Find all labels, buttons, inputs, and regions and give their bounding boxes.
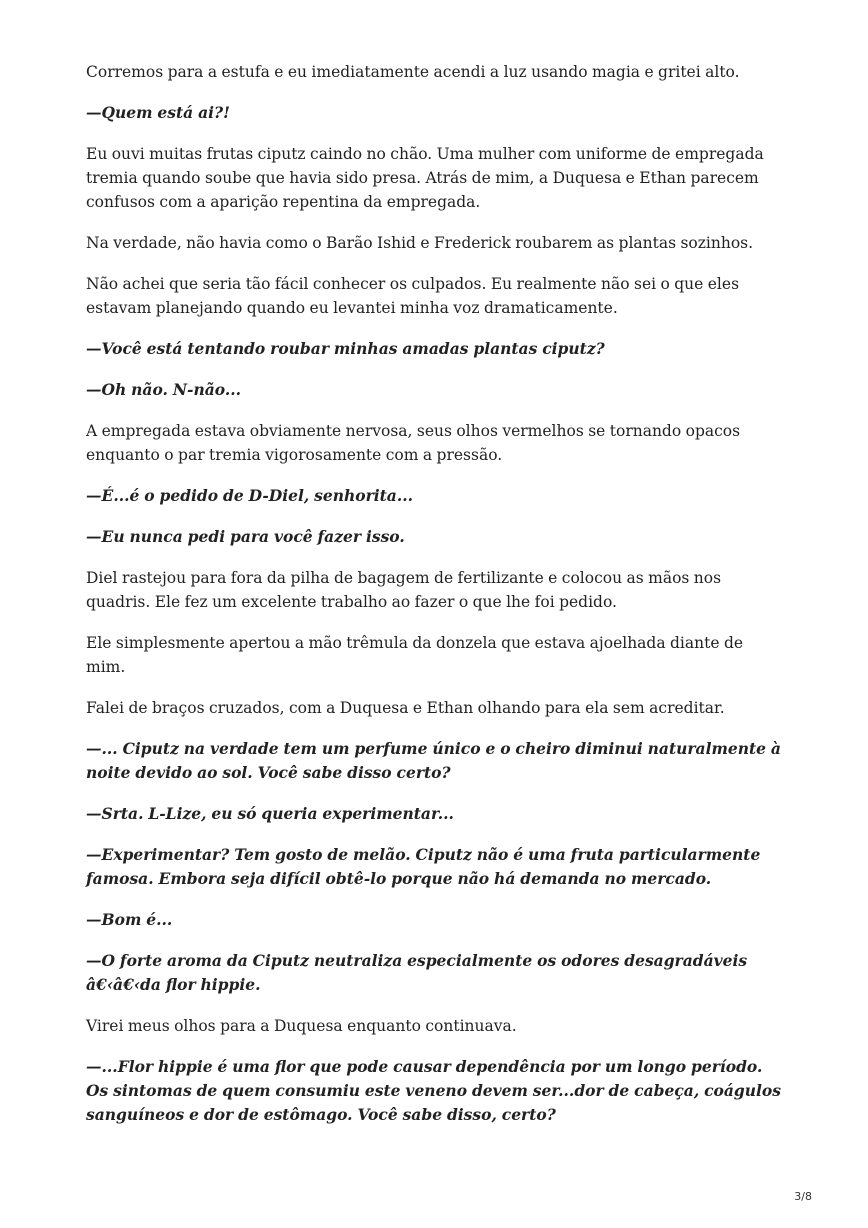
paragraph: Diel rastejou para fora da pilha de bagagem de fertilizante e colocou as mãos nos quadris. Ele fez um excelente trabalho ao fazer o que lhe foi pedido. [86, 569, 722, 611]
paragraph: Corremos para a estufa e eu imediatamente acendi a luz usando magia e gritei alto. [86, 63, 740, 81]
dialog-line: —Você está tentando roubar minhas amadas plantas ciputz? [86, 339, 605, 358]
document-body [86, 60, 786, 1144]
paragraph: Não achei que seria tão fácil conhecer os culpados. Eu realmente não sei o que eles estavam planejando quando eu levantei minha voz dramaticamente. [86, 275, 740, 317]
dialog-line: —Oh não. N-não... [86, 380, 242, 399]
dialog-line: —O forte aroma da Ciputz neutraliza especialmente os odores desagradáveis â€‹â€‹da flor hippie. [86, 951, 748, 994]
paragraph: Virei meus olhos para a Duquesa enquanto continuava. [86, 1017, 517, 1035]
dialog-line: —Experimentar? Tem gosto de melão. Ciputz não é uma fruta particularmente famosa. Embora seja difícil obtê-lo porque não há demanda no mercado. [86, 845, 761, 888]
dialog-line: —É...é o pedido de D-Diel, senhorita... [86, 486, 414, 505]
dialog-line: —... Ciputz na verdade tem um perfume único e o cheiro diminui naturalmente à noite devido ao sol. Você sabe disso certo? [86, 739, 781, 782]
dialog-line: —Srta. L-Lize, eu só queria experimentar... [86, 804, 454, 823]
paragraph: Na verdade, não havia como o Barão Ishid e Frederick roubarem as plantas sozinhos. [86, 234, 754, 252]
paragraph: Eu ouvi muitas frutas ciputz caindo no chão. Uma mulher com uniforme de empregada tremia quando soube que havia sido presa. Atrás de mim, a Duquesa e Ethan parecem confusos com a aparição repentina da empregada. [86, 145, 764, 211]
dialog-line: —Bom é... [86, 910, 173, 929]
paragraph: Ele simplesmente apertou a mão trêmula da donzela que estava ajoelhada diante de mim. [86, 634, 744, 676]
dialog-line: —...Flor hippie é uma flor que pode causar dependência por um longo período. Os sintomas de quem consumiu este veneno devem ser...dor de cabeça, coágulos sanguíneos e dor de estômago. Você sabe disso, certo? [86, 1057, 781, 1124]
paragraph: Falei de braços cruzados, com a Duquesa e Ethan olhando para ela sem acreditar. [86, 699, 725, 717]
dialog-line: —Quem está ai?! [86, 103, 230, 122]
dialog-line: —Eu nunca pedi para você fazer isso. [86, 527, 405, 546]
paragraph: A empregada estava obviamente nervosa, seus olhos vermelhos se tornando opacos enquanto o par tremia vigorosamente com a pressão. [86, 422, 741, 464]
page-number: 3/8 [794, 1190, 812, 1203]
